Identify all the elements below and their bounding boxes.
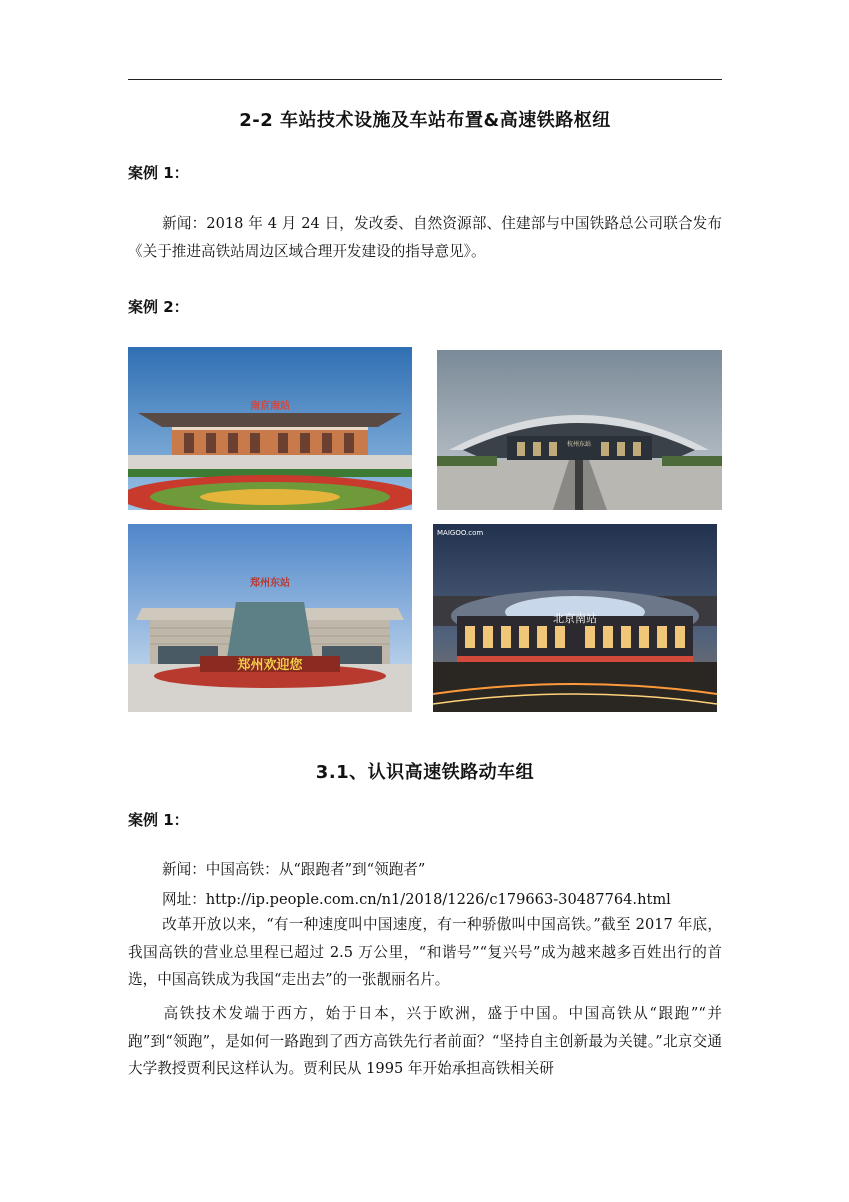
beijing-sign: 北京南站 <box>553 612 597 625</box>
zhengzhou-banner: 郑州欢迎您 <box>237 658 303 673</box>
section-heading-2-2: 2-2 车站技术设施及车站布置&高速铁路枢纽 <box>239 110 611 131</box>
hangzhou-sign: 杭州东站 <box>566 441 592 448</box>
photo-hangzhou-east-station <box>437 350 722 510</box>
url-line: 网址：http://ip.people.com.cn/n1/2018/1226/c179663-30487764.html <box>162 891 671 908</box>
photo-beijing-south-station <box>433 524 717 712</box>
photo-zhengzhou-east-station <box>128 524 412 712</box>
photo-nanjing-south-station <box>128 347 412 510</box>
paragraph-1 <box>128 911 722 994</box>
section-heading-3-1: 3.1、认识高速铁路动车组 <box>315 762 535 783</box>
zhengzhou-sign: 郑州东站 <box>250 578 290 589</box>
header-rule <box>128 79 722 80</box>
paragraph-2 <box>128 1000 722 1083</box>
news-paragraph <box>128 210 722 265</box>
nanjing-sign: 南京南站 <box>250 401 290 412</box>
case-2-label: 案例 2： <box>128 298 189 316</box>
paragraph-1-text: 改革开放以来，“有一种速度叫中国速度，有一种骄傲叫中国高铁。”截至 2017 年底，我国高铁的营业总里程已超过 2.5 万公里，“和谐号”“复兴号”成为越来越多百姓出行的首选，中国高铁成为我国“走出去”的一张靓丽名片。 <box>128 916 722 988</box>
maigoo-watermark: MAIGOO.com <box>437 529 484 537</box>
news-title-line: 新闻：中国高铁：从“跟跑者”到“领跑者” <box>162 861 426 878</box>
paragraph-2-text: 高铁技术发端于西方，始于日本，兴于欧洲，盛于中国。中国高铁从“跟跑”“并跑”到“领跑”，是如何一路跑到了西方高铁先行者前面？“坚持自主创新最为关键。”北京交通大学教授贾利民这样认为。贾利民从 1995 年开始承担高铁相关研 <box>128 1005 722 1077</box>
news-text: 新闻：2018 年 4 月 24 日，发改委、自然资源部、住建部与中国铁路总公司联合发布《关于推进高铁站周边区域合理开发建设的指导意见》。 <box>128 215 722 260</box>
case-1-label-section2: 案例 1： <box>128 811 189 829</box>
case-1-label: 案例 1： <box>128 164 189 182</box>
